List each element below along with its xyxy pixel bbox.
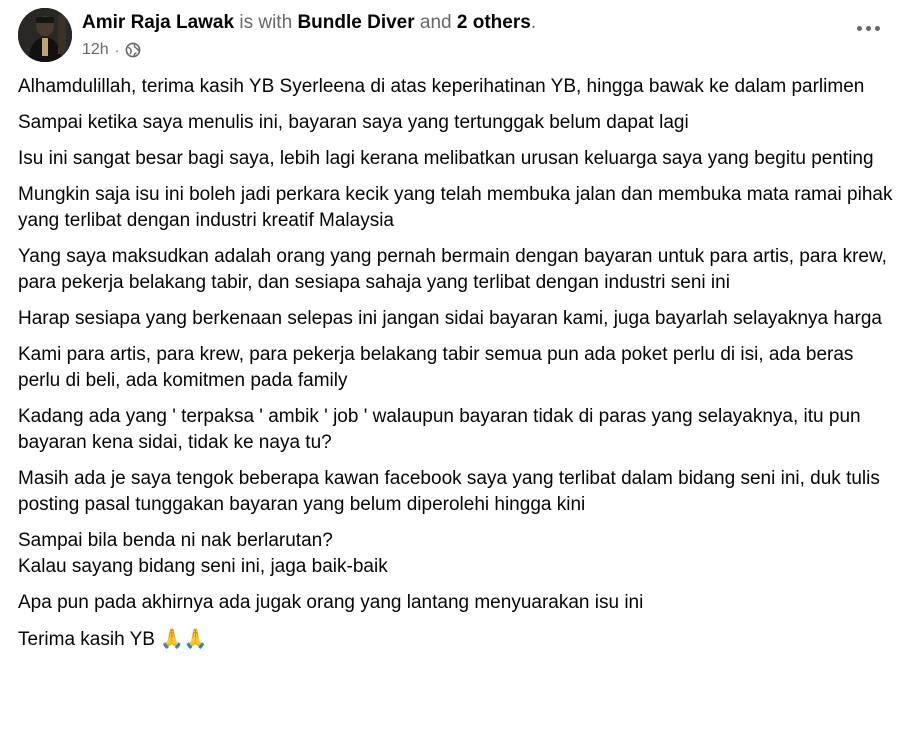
post-body bbox=[18, 74, 898, 663]
more-dot bbox=[857, 26, 862, 31]
post-timestamp[interactable]: 12h bbox=[82, 41, 109, 58]
and-text: and bbox=[419, 12, 452, 33]
more-dot bbox=[875, 26, 880, 31]
avatar-image bbox=[18, 8, 72, 62]
post-paragraph: Apa pun pada akhirnya ada jugak orang yang lantang menyuarakan isu ini bbox=[18, 592, 644, 613]
post-paragraph: Sampai bila benda ni nak berlarutan? Kalau sayang bidang seni ini, jaga baik-baik bbox=[18, 530, 388, 577]
post-paragraph: Yang saya maksudkan adalah orang yang pernah bermain dengan bayaran untuk para artis, para krew, para pekerja belakang tabir, dan sesiapa sahaja yang terlibat dengan industri seni ini bbox=[18, 246, 887, 293]
post-paragraph: Harap sesiapa yang berkenaan selepas ini jangan sidai bayaran kami, juga bayarlah selayaknya harga bbox=[18, 308, 882, 329]
header-period: . bbox=[530, 12, 537, 33]
post-paragraph: Masih ada je saya tengok beberapa kawan facebook saya yang terlibat dalam bidang seni ini, duk tulis posting pasal tunggakan bayaran yang belum diperolehi hingga kini bbox=[18, 468, 880, 515]
tagged-others[interactable]: 2 others bbox=[456, 12, 531, 33]
with-text: is with bbox=[239, 12, 293, 33]
closing-text: Terima kasih YB bbox=[18, 629, 155, 650]
more-dot bbox=[866, 26, 871, 31]
post-paragraph: Alhamdulillah, terima kasih YB Syerleena di atas keperihatinan YB, hingga bawak ke dalam parlimen bbox=[18, 76, 865, 97]
meta-separator: · bbox=[114, 42, 120, 58]
post-paragraph: Kadang ada yang ' terpaksa ' ambik ' job ' walaupun bayaran tidak di paras yang selayaknya, itu pun bayaran kena sidai, tidak ke naya tu? bbox=[18, 406, 861, 453]
post-header bbox=[82, 11, 536, 35]
more-options-icon[interactable] bbox=[857, 26, 880, 31]
post-paragraph: Sampai ketika saya menulis ini, bayaran saya yang tertunggak belum dapat lagi bbox=[18, 112, 689, 133]
avatar[interactable] bbox=[18, 8, 72, 62]
post-closing bbox=[18, 626, 898, 653]
post-meta bbox=[82, 39, 141, 61]
post-paragraph: Mungkin saja isu ini boleh jadi perkara kecik yang telah membuka jalan dan membuka mata ramai pihak yang terlibat dengan industri kreatif Malaysia bbox=[18, 184, 893, 231]
author-name[interactable]: Amir Raja Lawak bbox=[82, 12, 235, 33]
post-paragraph: Isu ini sangat besar bagi saya, lebih lagi kerana melibatkan urusan keluarga saya yang begitu penting bbox=[18, 148, 874, 169]
post-paragraph: Kami para artis, para krew, para pekerja belakang tabir semua pun ada poket perlu di isi, ada beras perlu di beli, ada komitmen pada family bbox=[18, 344, 854, 391]
globe-icon[interactable] bbox=[125, 42, 141, 58]
praying-hands-emoji: 🙏🙏 bbox=[160, 628, 208, 650]
tagged-user[interactable]: Bundle Diver bbox=[297, 12, 415, 33]
